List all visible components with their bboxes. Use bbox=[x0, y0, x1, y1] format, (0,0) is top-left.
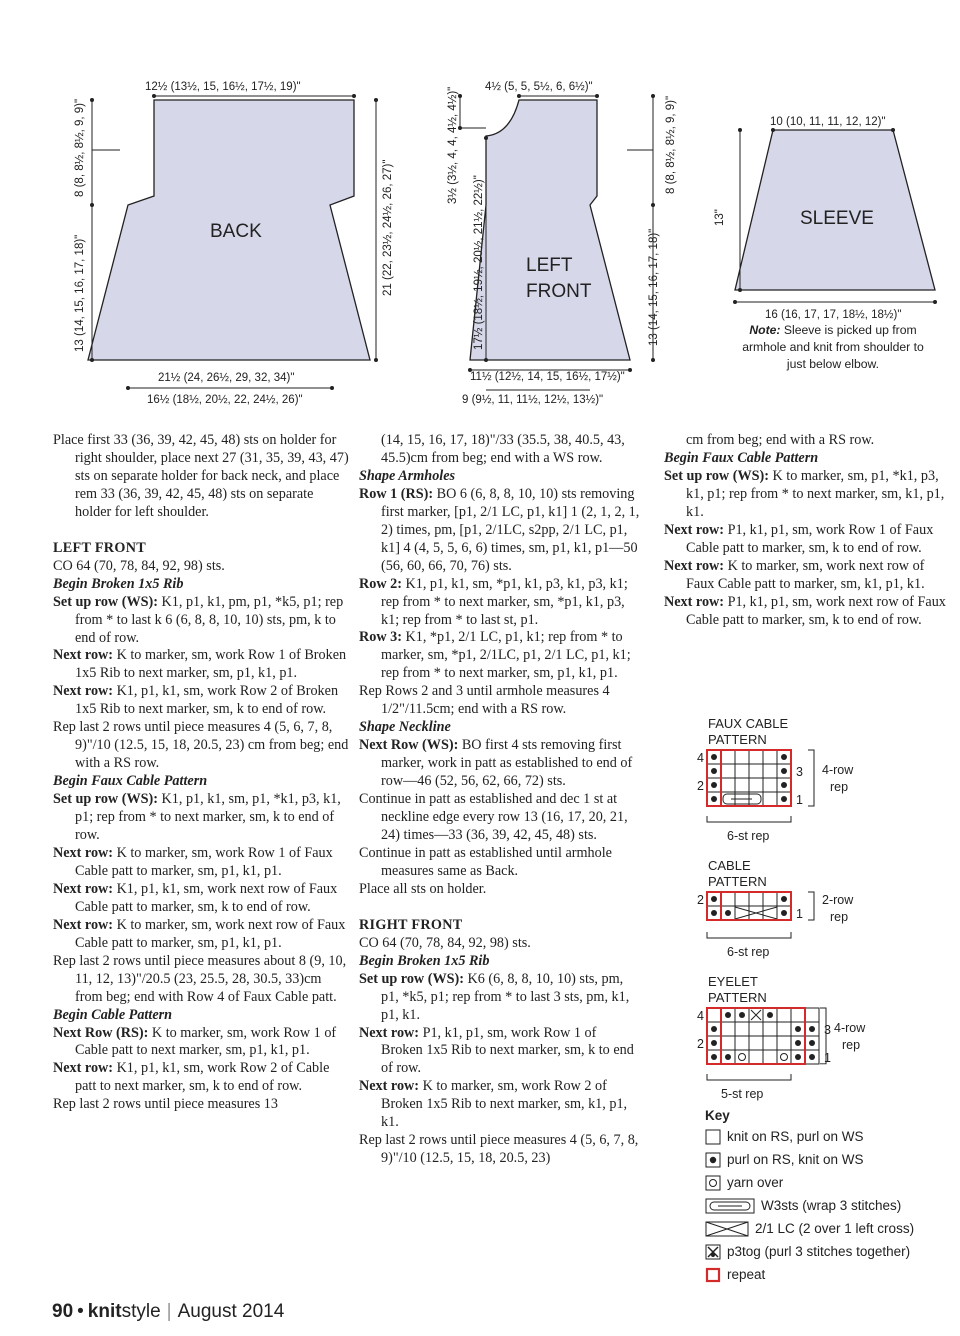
cable-row-2: 2 bbox=[697, 893, 704, 907]
paragraph-text: Rep Rows 2 and 3 until armhole measures 4 1/2"/11.5cm; end with a RS row. bbox=[359, 683, 610, 718]
faux-cable-rep-rows-1: 4-row bbox=[822, 763, 854, 777]
row-label: Next row: bbox=[664, 593, 725, 610]
front-shoulder-width: 4½ (5, 5, 5½, 6, 6½)" bbox=[485, 81, 593, 93]
eyelet-st-rep: 5-st rep bbox=[721, 1087, 764, 1101]
instruction-paragraph bbox=[359, 432, 641, 468]
key-label-p3tog: p3tog (purl 3 stitches together) bbox=[727, 1244, 911, 1259]
faux-cable-rep-rows-2: rep bbox=[830, 780, 849, 794]
paragraph-text: Shape Neckline bbox=[359, 719, 451, 736]
row-label: Next row: bbox=[359, 1078, 420, 1095]
paragraph-text: Place first 33 (36, 39, 42, 45, 48) sts on holder for right shoulder, place next 27 (31, 35, 39, 43, 47) sts on separate holder for back neck, and place rem 33 (36, 39, 42, 45, 48) sts on separate holder for left shoulder. bbox=[53, 432, 349, 520]
eyelet-row-1: 1 bbox=[824, 1051, 831, 1065]
instruction-paragraph bbox=[359, 737, 641, 791]
paragraph-text: Place all sts on holder. bbox=[359, 880, 487, 897]
key-item-yo bbox=[705, 1171, 914, 1194]
sleeve-bottom-width: 16 (16, 17, 17, 18½, 18½)" bbox=[765, 309, 902, 321]
instruction-paragraph bbox=[359, 791, 641, 845]
magazine-name-bold: knit bbox=[87, 1301, 122, 1322]
back-bust-width: 16½ (18½, 20½, 22, 24½, 26)" bbox=[147, 394, 303, 406]
instruction-paragraph bbox=[359, 683, 641, 719]
key-item-knit bbox=[705, 1125, 914, 1148]
row-label: Next row: bbox=[664, 521, 725, 538]
left-front-schematic bbox=[447, 81, 677, 406]
key-item-lc bbox=[705, 1217, 914, 1240]
row-label: Row 3: bbox=[359, 629, 402, 646]
instruction-paragraph bbox=[359, 845, 641, 881]
instruction-paragraph bbox=[53, 683, 349, 719]
key-item-p3tog bbox=[705, 1240, 914, 1263]
wrap-3-symbol-icon bbox=[705, 1198, 755, 1214]
paragraph-text: CO 64 (70, 78, 84, 92, 98) sts. bbox=[53, 557, 225, 574]
section-subheading bbox=[664, 450, 952, 468]
faux-cable-grid bbox=[690, 746, 890, 856]
paragraph-text: RIGHT FRONT bbox=[359, 916, 463, 933]
sleeve-note bbox=[733, 322, 933, 373]
key-label-w3sts: W3sts (wrap 3 stitches) bbox=[761, 1198, 902, 1213]
issue-date: August 2014 bbox=[177, 1301, 285, 1322]
section-subheading bbox=[359, 953, 641, 971]
faux-cable-row-1: 1 bbox=[796, 793, 803, 807]
sleeve-note-text: Sleeve is picked up from armhole and knit from shoulder to just below elbow. bbox=[742, 323, 924, 371]
eyelet-chart bbox=[708, 974, 767, 1006]
paragraph-text: Rep last 2 rows until piece measures 13 bbox=[53, 1096, 278, 1113]
cable-row-1: 1 bbox=[796, 907, 803, 921]
faux-cable-chart bbox=[708, 716, 788, 748]
cable-grid bbox=[690, 888, 890, 978]
key-label-knit: knit on RS, purl on WS bbox=[727, 1129, 864, 1144]
paragraph-text: K to marker, sm, work Row 1 of Faux Cable patt to marker, sm, p1, k1, p1. bbox=[75, 844, 333, 879]
eyelet-grid bbox=[690, 1004, 890, 1104]
back-total-length: 21 (22, 23½, 24½, 26, 27)" bbox=[382, 159, 394, 296]
paragraph-text: CO 64 (70, 78, 84, 92, 98) sts. bbox=[359, 934, 531, 951]
paragraph-text: Begin Cable Pattern bbox=[53, 1006, 173, 1023]
instruction-paragraph bbox=[359, 1025, 641, 1079]
paragraph-text: K1, p1, k1, pm, p1, *k5, p1; rep from * to last k 6 (6, 8, 8, 10, 10) sts, pm, k to end of row. bbox=[75, 593, 344, 646]
row-label: Next row: bbox=[53, 916, 114, 933]
faux-cable-st-rep: 6-st rep bbox=[727, 829, 770, 843]
section-subheading bbox=[53, 1007, 349, 1025]
sleeve-schematic bbox=[714, 116, 937, 321]
row-label: Next row: bbox=[53, 683, 114, 700]
footer-separator: | bbox=[166, 1301, 172, 1322]
faux-cable-title-1: FAUX CABLE bbox=[708, 716, 789, 731]
instruction-paragraph bbox=[664, 558, 952, 594]
section-subheading bbox=[53, 773, 349, 791]
instruction-paragraph bbox=[664, 432, 952, 450]
paragraph-text: Begin Broken 1x5 Rib bbox=[359, 952, 490, 969]
paragraph-text: K6 (6, 8, 8, 10, 10) sts, pm, p1, *k5, p1; rep from * to last 3 sts, pm, k1, p1, k1. bbox=[381, 970, 630, 1023]
front-neck-depth: 3½ (3½, 4, 4, 4½, 4½)" bbox=[447, 86, 459, 204]
row-label: Next row: bbox=[53, 647, 114, 664]
eyelet-rep-rows-2: rep bbox=[842, 1038, 861, 1052]
text-column-1 bbox=[53, 432, 349, 1114]
eyelet-row-3: 3 bbox=[824, 1023, 831, 1037]
front-side-length: 13 (14, 15, 16, 17, 18)" bbox=[648, 228, 660, 346]
front-bust-width: 9 (9½, 11, 11½, 12½, 13½)" bbox=[462, 394, 604, 406]
instruction-paragraph bbox=[53, 791, 349, 845]
back-top-width: 12½ (13½, 15, 16½, 17½, 19)" bbox=[145, 81, 301, 93]
back-side-length: 13 (14, 15, 16, 17, 18)" bbox=[74, 234, 86, 352]
back-schematic bbox=[74, 81, 394, 406]
repeat-symbol-icon bbox=[705, 1267, 721, 1283]
row-label: Row 2: bbox=[359, 575, 402, 592]
key-label-lc: 2/1 LC (2 over 1 left cross) bbox=[755, 1221, 915, 1236]
instruction-paragraph bbox=[53, 594, 349, 648]
yarn-over-symbol-icon bbox=[705, 1175, 721, 1191]
back-label: BACK bbox=[210, 221, 262, 242]
instruction-paragraph bbox=[664, 594, 952, 630]
eyelet-row-4: 4 bbox=[697, 1009, 704, 1023]
paragraph-text: Continue in patt as established until armhole measures same as Back. bbox=[359, 844, 612, 879]
section-heading bbox=[359, 917, 641, 935]
row-label: Set up row (WS): bbox=[359, 970, 464, 987]
instruction-paragraph bbox=[53, 719, 349, 773]
instruction-paragraph bbox=[359, 971, 641, 1025]
page-footer bbox=[52, 1301, 284, 1323]
row-label: Next row: bbox=[53, 1060, 114, 1077]
eyelet-title-2: PATTERN bbox=[708, 990, 767, 1005]
key-label-yo: yarn over bbox=[727, 1175, 784, 1190]
instruction-paragraph bbox=[359, 486, 641, 576]
paragraph-text: K1, p1, k1, sm, work Row 2 of Broken 1x5 Rib to next marker, sm, k to end of row. bbox=[75, 683, 339, 718]
instruction-paragraph bbox=[53, 881, 349, 917]
paragraph-text: Rep last 2 rows until piece measures about 8 (9, 10, 11, 12, 13)"/20.5 (23, 25.5, 28, 30.5, 33)cm from beg; end with Row 4 of Faux Cable patt. bbox=[53, 952, 347, 1005]
row-label: Next row: bbox=[359, 1024, 420, 1041]
paragraph-text: K1, p1, k1, sm, work next row of Faux Cable patt to marker, sm, k to end of row. bbox=[75, 880, 338, 915]
faux-cable-row-4: 4 bbox=[697, 751, 704, 765]
instruction-paragraph bbox=[359, 881, 641, 899]
row-label: Set up row (WS): bbox=[664, 467, 769, 484]
left-front-label-2: FRONT bbox=[526, 281, 592, 302]
paragraph-text: P1, k1, p1, sm, work next row of Faux Cable patt to marker, sm, k to end of row. bbox=[686, 593, 946, 628]
paragraph-text: (14, 15, 16, 17, 18)"/33 (35.5, 38, 40.5, 43, 45.5)cm from beg; end with a WS row. bbox=[381, 432, 625, 466]
cable-rep-rows-1: 2-row bbox=[822, 893, 854, 907]
back-lower-width: 21½ (24, 26½, 29, 32, 34)" bbox=[158, 372, 295, 384]
row-label: Row 1 (RS): bbox=[359, 485, 434, 502]
section-subheading bbox=[359, 468, 641, 486]
instruction-paragraph bbox=[53, 845, 349, 881]
key-label-purl: purl on RS, knit on WS bbox=[727, 1152, 864, 1167]
instruction-paragraph bbox=[664, 522, 952, 558]
paragraph-text: K1, *p1, 2/1 LC, p1, k1; rep from * to marker, sm, *p1, 2/1LC, p1, 2/1 LC, p1, k1; rep from * to next marker, sm, p1, k1, p1. bbox=[381, 629, 631, 682]
instruction-paragraph bbox=[53, 558, 349, 576]
paragraph-text: Begin Faux Cable Pattern bbox=[53, 773, 208, 790]
front-armhole-depth: 8 (8, 8½, 8½, 9, 9)" bbox=[665, 95, 677, 194]
footer-dot: • bbox=[77, 1301, 84, 1322]
text-column-2 bbox=[359, 432, 641, 1168]
knit-symbol-icon bbox=[705, 1129, 721, 1145]
front-lower-width: 11½ (12½, 14, 15, 16½, 17½)" bbox=[470, 371, 625, 383]
paragraph-text: K to marker, sm, work next row of Faux Cable patt to marker, sm, k1, p1, k1. bbox=[686, 557, 925, 592]
paragraph-gap bbox=[53, 522, 349, 540]
row-label: Next row: bbox=[53, 880, 114, 897]
instruction-paragraph bbox=[53, 647, 349, 683]
paragraph-text: K1, p1, k1, sm, p1, *k1, p3, k1, p1; rep from * to next marker, sm, k to end of row. bbox=[75, 791, 341, 844]
purl-symbol-icon bbox=[705, 1152, 721, 1168]
sleeve-note-label: Note: bbox=[749, 323, 781, 337]
paragraph-text: Begin Faux Cable Pattern bbox=[664, 449, 819, 466]
back-armhole-depth: 8 (8, 8½, 8½, 9, 9)" bbox=[74, 98, 86, 197]
sleeve-length: 13" bbox=[714, 209, 726, 226]
paragraph-text: BO first 4 sts removing first marker, work in patt as established to end of row—46 (52, 56, 62, 66, 72) sts. bbox=[381, 737, 633, 790]
paragraph-text: BO 6 (6, 8, 8, 10, 10) sts removing first marker, [p1, 2/1 LC, p1, k1] 1 (2, 1, 2, 1, 2) times, pm, [p1, 2/1LC, s2pp, 2/1 LC, p1, k1] 4 (4, 5, 5, 6, 6) times, sm, p1, k1, p1—50 (56, 60, 66, 70, 76) sts. bbox=[381, 485, 640, 574]
paragraph-text: K to marker, sm, work Row 2 of Broken 1x5 Rib to next marker, sm, k1, p1, k1. bbox=[381, 1078, 628, 1131]
row-label: Next Row (WS): bbox=[359, 737, 459, 754]
front-length-to-neck: 17½ (18½, 19½, 20½, 21½, 22½)" bbox=[473, 175, 485, 350]
row-label: Set up row (WS): bbox=[53, 791, 158, 808]
instruction-paragraph bbox=[359, 1078, 641, 1132]
paragraph-text: LEFT FRONT bbox=[53, 539, 147, 556]
paragraph-text: cm from beg; end with a RS row. bbox=[686, 432, 875, 448]
instruction-paragraph bbox=[359, 629, 641, 683]
p3tog-symbol-icon bbox=[705, 1244, 721, 1260]
section-subheading bbox=[53, 576, 349, 594]
paragraph-text: K1, p1, k1, sm, work Row 2 of Cable patt to next marker, sm, k to end of row. bbox=[75, 1060, 330, 1095]
instruction-paragraph bbox=[53, 1060, 349, 1096]
paragraph-text: Begin Broken 1x5 Rib bbox=[53, 575, 184, 592]
instruction-paragraph bbox=[53, 432, 349, 522]
cable-rep-rows-2: rep bbox=[830, 910, 849, 924]
key-item-w3sts bbox=[705, 1194, 914, 1217]
left-cross-symbol-icon bbox=[705, 1221, 749, 1237]
row-label: Next row: bbox=[53, 844, 114, 861]
magazine-name-light: style bbox=[121, 1301, 161, 1322]
paragraph-text: Rep last 2 rows until piece measures 4 (5, 6, 7, 8, 9)"/10 (12.5, 15, 18, 20.5, 23) bbox=[359, 1132, 639, 1167]
text-column-3 bbox=[664, 432, 952, 629]
instruction-paragraph bbox=[359, 1132, 641, 1168]
paragraph-text: Rep last 2 rows until piece measures 4 (5, 6, 7, 8, 9)"/10 (12.5, 15, 18, 20.5, 23) cm from beg; end with a RS row. bbox=[53, 719, 349, 772]
faux-cable-row-2: 2 bbox=[697, 779, 704, 793]
paragraph-text: P1, k1, p1, sm, work Row 1 of Broken 1x5 Rib to next marker, sm, k to end of row. bbox=[381, 1024, 634, 1077]
instruction-paragraph bbox=[53, 1096, 349, 1114]
paragraph-gap bbox=[359, 899, 641, 917]
eyelet-title-1: EYELET bbox=[708, 974, 758, 989]
instruction-paragraph bbox=[359, 576, 641, 630]
instruction-paragraph bbox=[53, 917, 349, 953]
row-label: Next Row (RS): bbox=[53, 1024, 149, 1041]
eyelet-row-2: 2 bbox=[697, 1037, 704, 1051]
section-subheading bbox=[359, 719, 641, 737]
sleeve-label: SLEEVE bbox=[800, 208, 874, 229]
paragraph-text: K to marker, sm, work Row 1 of Cable patt to next marker, sm, p1, k1, p1. bbox=[75, 1024, 337, 1059]
cable-title-1: CABLE bbox=[708, 858, 751, 873]
cable-chart bbox=[708, 858, 767, 890]
paragraph-text: P1, k1, p1, sm, work Row 1 of Faux Cable patt to marker, sm, k to end of row. bbox=[686, 521, 934, 556]
instruction-paragraph bbox=[359, 935, 641, 953]
key-item-purl bbox=[705, 1148, 914, 1171]
row-label: Set up row (WS): bbox=[53, 593, 158, 610]
instruction-paragraph bbox=[53, 1025, 349, 1061]
row-label: Next row: bbox=[664, 557, 725, 574]
paragraph-text: K to marker, sm, p1, *k1, p3, k1, p1; rep from * to next marker, sm, k1, p1, k1. bbox=[686, 467, 945, 520]
cable-st-rep: 6-st rep bbox=[727, 945, 770, 959]
sleeve-top-width: 10 (10, 11, 11, 12, 12)" bbox=[770, 116, 886, 128]
chart-key bbox=[705, 1108, 914, 1286]
faux-cable-title-2: PATTERN bbox=[708, 732, 767, 747]
key-label-repeat: repeat bbox=[727, 1267, 766, 1282]
paragraph-text: K1, p1, k1, sm, *p1, k1, p3, k1, p3, k1; rep from * to next marker, sm, *p1, k1, p3, k1; rep from * to last st, p1. bbox=[381, 575, 628, 628]
paragraph-text: Shape Armholes bbox=[359, 467, 456, 484]
page-number: 90 bbox=[52, 1301, 74, 1322]
paragraph-text: K to marker, sm, work Row 1 of Broken 1x5 Rib to next marker, sm, p1, k1, p1. bbox=[75, 647, 347, 682]
eyelet-rep-rows-1: 4-row bbox=[834, 1021, 866, 1035]
cable-title-2: PATTERN bbox=[708, 874, 767, 889]
instruction-paragraph bbox=[53, 953, 349, 1007]
instruction-paragraph bbox=[664, 468, 952, 522]
paragraph-text: K to marker, sm, work next row of Faux Cable patt to marker, sm, p1, k1, p1. bbox=[75, 916, 346, 951]
paragraph-text: Continue in patt as established and dec 1 st at neckline edge every row 13 (16, 17, 20, 21, 24) times—33 (36, 39, 42, 45, 48) sts. bbox=[359, 791, 628, 843]
key-item-repeat bbox=[705, 1263, 914, 1286]
faux-cable-row-3: 3 bbox=[796, 765, 803, 779]
section-heading bbox=[53, 540, 349, 558]
key-title: Key bbox=[705, 1108, 730, 1123]
left-front-label-1: LEFT bbox=[526, 255, 573, 276]
